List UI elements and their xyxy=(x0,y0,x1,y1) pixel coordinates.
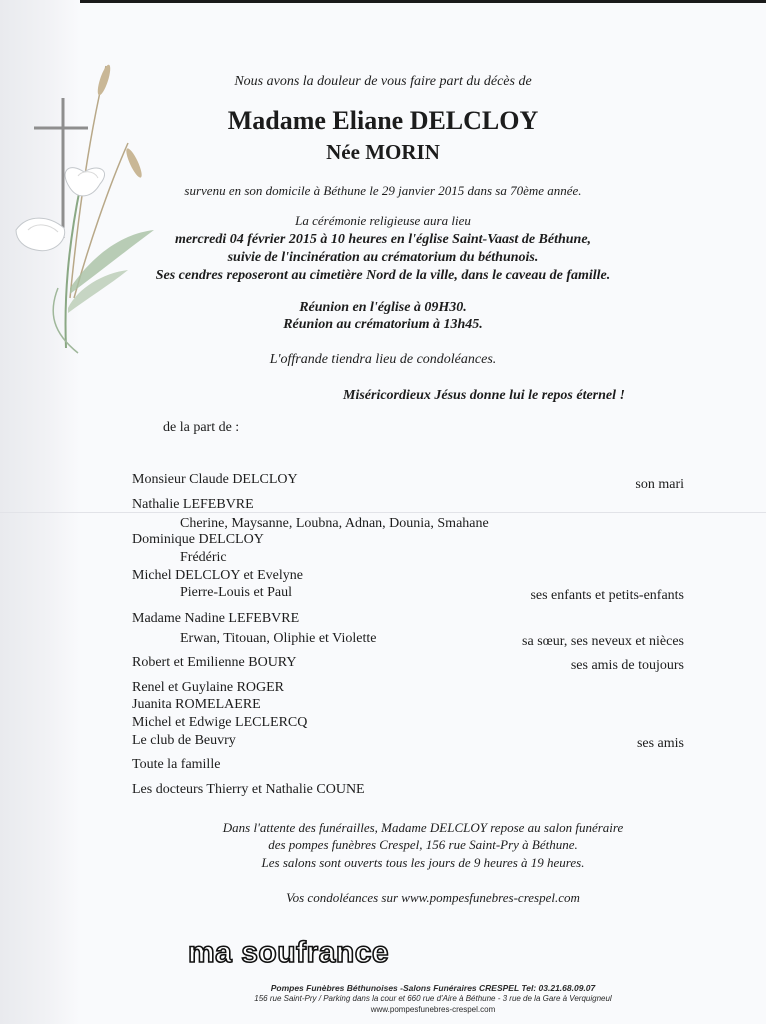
footer-company: Pompes Funèbres Béthunoises -Salons Funéraires CRESPEL Tel: 03.21.68.09.07 xyxy=(270,983,596,993)
prayer-line: Miséricordieux Jésus donne lui le repos éternel ! xyxy=(343,388,625,403)
offering-note: L'offrande tiendra lieu de condoléances. xyxy=(269,352,497,367)
death-line: survenu en son domicile à Béthune le 29 janvier 2015 dans sa 70ème année. xyxy=(184,183,582,198)
relation-husband: son mari xyxy=(635,477,684,492)
maiden-name: Née MORIN xyxy=(326,140,440,164)
family-child-2: Dominique DELCLOY xyxy=(132,532,264,547)
friend-2: Juanita ROMELAERE xyxy=(132,697,261,712)
friend-4: Le club de Beuvry xyxy=(132,733,236,748)
friend-3: Michel et Edwige LECLERCQ xyxy=(132,715,308,730)
salon-line-2: des pompes funèbres Crespel, 156 rue Saint-Pry à Béthune. xyxy=(268,837,578,852)
salon-line-1: Dans l'attente des funérailles, Madame DELCLOY repose au salon funéraire xyxy=(222,820,624,835)
family-child-1: Nathalie LEFEBVRE xyxy=(132,497,254,512)
top-edge xyxy=(0,0,766,3)
family-grandchildren-1: Cherine, Maysanne, Loubna, Adnan, Dounia, Smahane xyxy=(180,516,489,531)
ceremony-intro: La cérémonie religieuse aura lieu xyxy=(295,213,471,228)
family-grandchildren-3: Pierre-Louis et Paul xyxy=(180,585,292,600)
family-child-3: Michel DELCLOY et Evelyne xyxy=(132,568,303,583)
from-label: de la part de : xyxy=(163,420,240,435)
family-grandchildren-2: Frédéric xyxy=(180,550,227,565)
paper-fold-line xyxy=(0,512,766,513)
salon-line-3: Les salons sont ouverts tous les jours de 9 heures à 19 heures. xyxy=(261,855,585,870)
relation-sister: sa sœur, ses neveux et nièces xyxy=(522,634,684,649)
friend-1: Renel et Guylaine ROGER xyxy=(132,680,285,695)
footer-address: 156 rue Saint-Pry / Parking dans la cour et 660 rue d'Aire à Béthune - 3 rue de la Gare à Verquigneul xyxy=(254,994,612,1003)
family-nephews: Erwan, Titouan, Oliphie et Violette xyxy=(180,631,377,646)
family-boury: Robert et Emilienne BOURY xyxy=(132,655,297,670)
relation-boury: ses amis de toujours xyxy=(570,658,684,673)
reunion-crematorium: Réunion au crématorium à 13h45. xyxy=(283,317,483,332)
overlay-text: ma soufrance xyxy=(188,936,390,969)
ceremony-line-2: suivie de l'incinération au crématorium du béthunois. xyxy=(227,250,539,265)
doctors: Les docteurs Thierry et Nathalie COUNE xyxy=(132,782,365,797)
whole-family: Toute la famille xyxy=(132,757,221,772)
relation-children: ses enfants et petits-enfants xyxy=(530,588,684,603)
family-husband: Monsieur Claude DELCLOY xyxy=(132,472,298,487)
relation-friends: ses amis xyxy=(636,736,684,751)
footer-website: www.pompesfunebres-crespel.com xyxy=(370,1005,496,1014)
family-sister: Madame Nadine LEFEBVRE xyxy=(132,611,300,626)
condolences-line: Vos condoléances sur www.pompesfunebres-crespel.com xyxy=(286,890,580,905)
reunion-church: Réunion en l'église à 09H30. xyxy=(299,300,467,315)
ceremony-line-1: mercredi 04 février 2015 à 10 heures en l'église Saint-Vaast de Béthune, xyxy=(174,232,592,247)
deceased-name: Madame Eliane DELCLOY xyxy=(227,106,539,135)
ceremony-line-3: Ses cendres reposeront au cimetière Nord de la ville, dans le caveau de famille. xyxy=(155,268,611,283)
announcement-intro: Nous avons la douleur de vous faire part du décès de xyxy=(234,74,532,89)
